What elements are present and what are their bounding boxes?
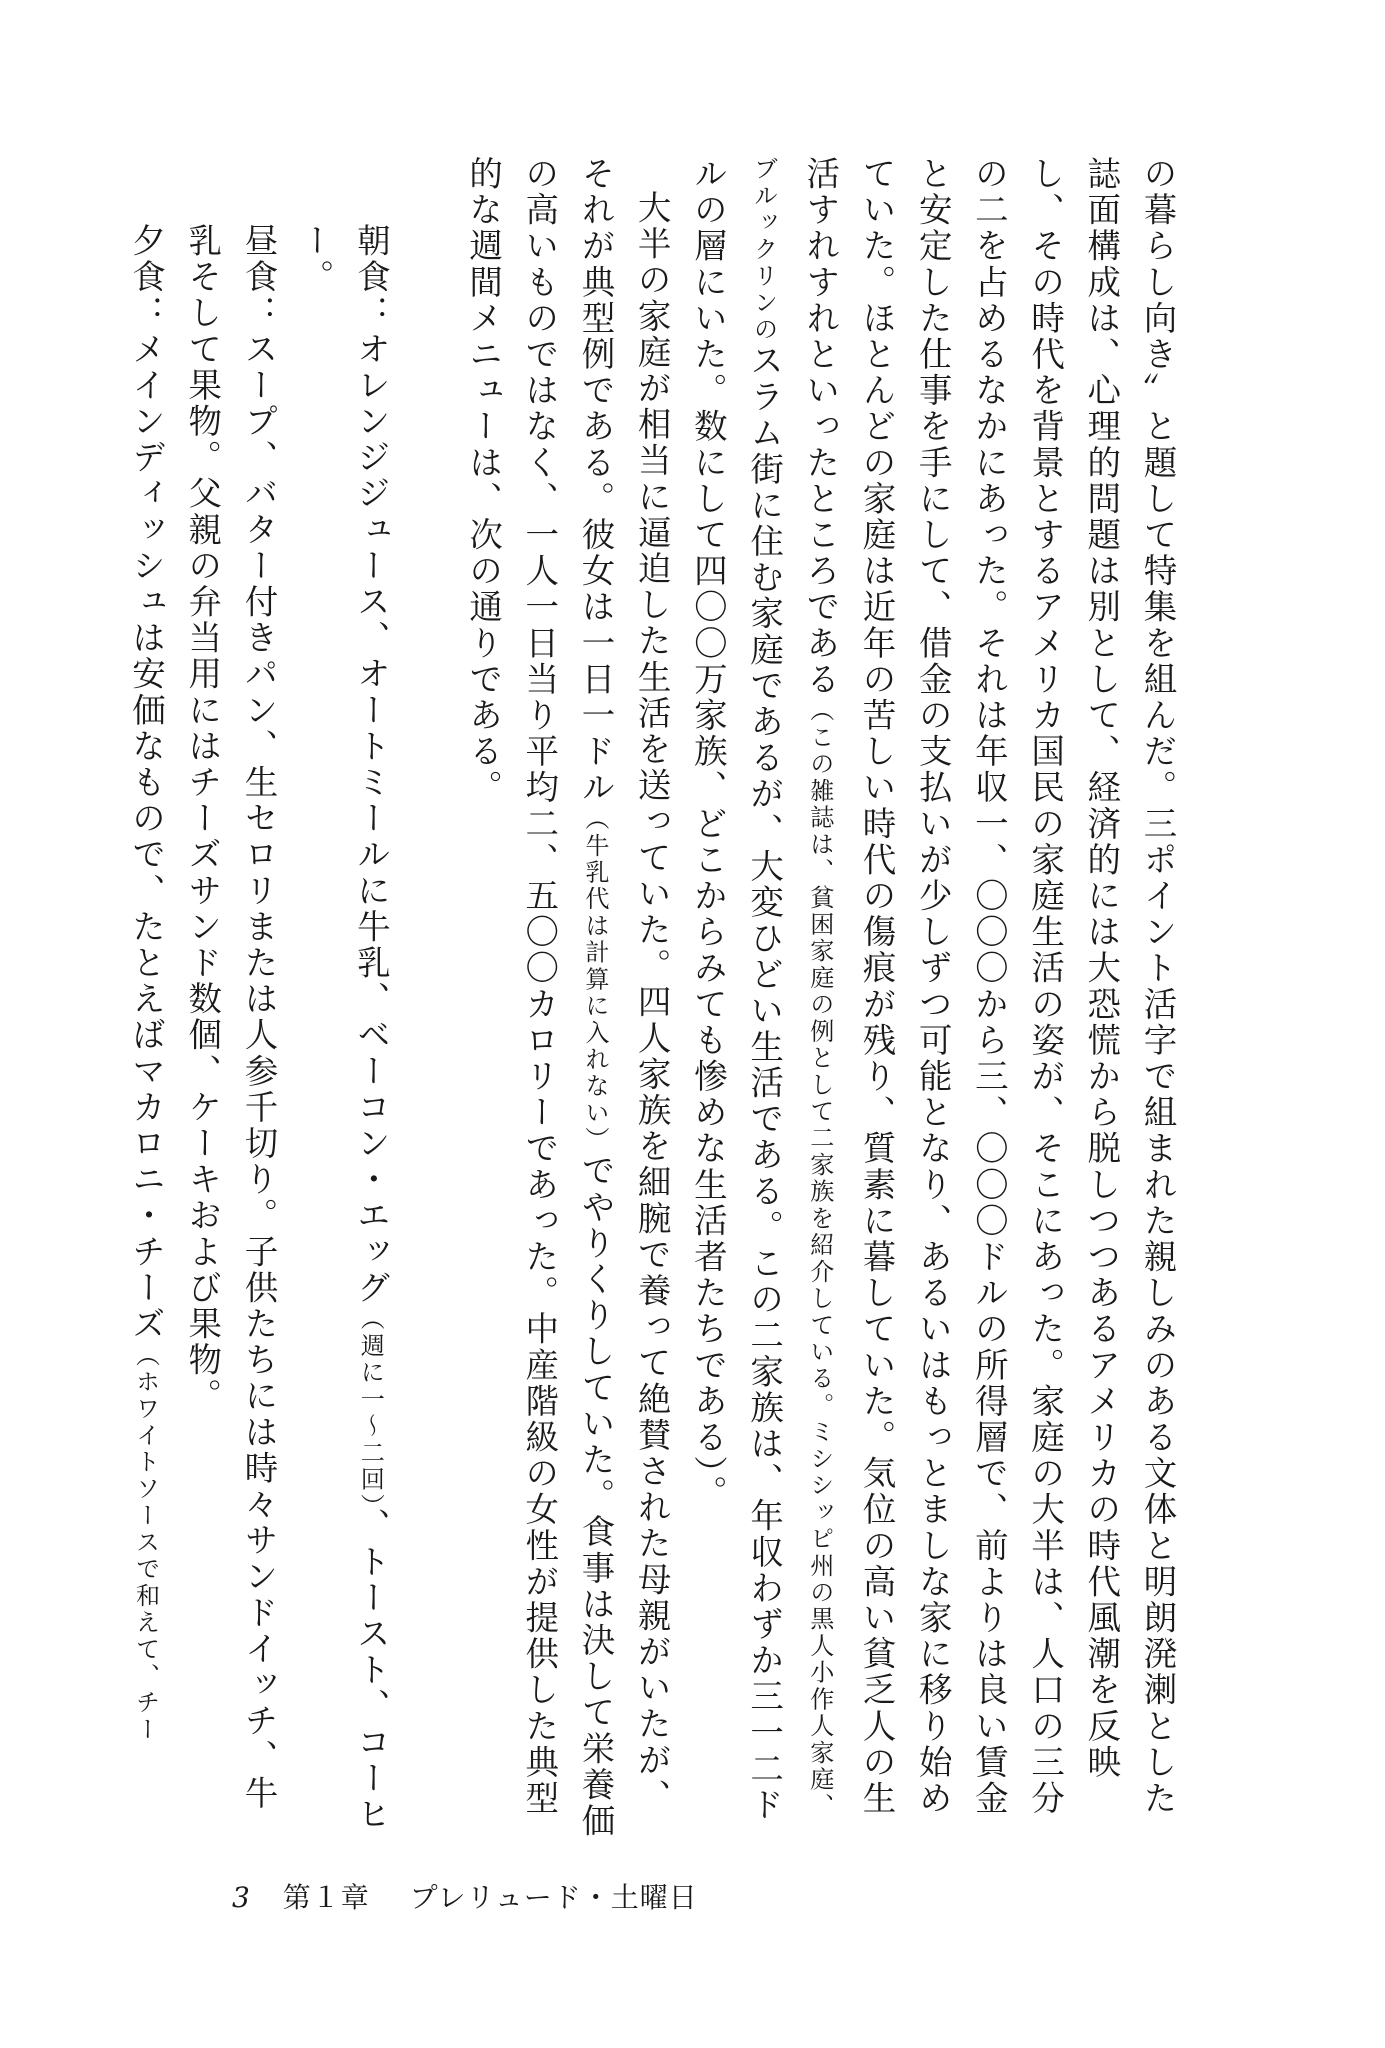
paragraph-2-head: 大半の家庭が相当に逼迫した生活を送っていた。四人家族を細腕で養って絶賛された母親がいたが、それが典型例である。彼女は一日一ドル (575, 156, 672, 1814)
menu-breakfast-tail: 、トースト、コーヒー。 (295, 223, 391, 1833)
paragraph-2-note: （牛乳代は計算に入れない） (580, 805, 609, 1154)
paragraph-1-tail: スラム街に住む家庭であるが、大変ひどい生活である。この二家族は、年収わずか三一二ドルの層にいた。数にして四〇〇万家族、どこからみても惨めな生活者たちである）。 (688, 156, 784, 1824)
chapter-title: プレリュード・土曜日 (409, 1881, 698, 1914)
menu-dinner-note: （ホワイトソースで和えて、チー (131, 1342, 160, 1743)
blank-line (398, 156, 454, 1846)
page-number: 3 (232, 1881, 251, 1914)
menu-breakfast-note: （週に一〜二回） (356, 1306, 385, 1508)
paragraph-2 (454, 156, 679, 1846)
paragraph-1 (679, 156, 1185, 1846)
paragraph-1-note: （この雑誌は、貧困家庭の例として二家族を紹介している。ミシシッピ州の黒人小作人家庭、ブルックリンの (749, 156, 834, 1820)
menu-lunch (174, 156, 286, 1846)
menu-breakfast (286, 156, 398, 1846)
chapter-label: 第１章 (282, 1881, 370, 1914)
menu-lunch-text: 昼食：スープ、バター付きパン、生セロリまたは人参千切り。子供たちには時々サンドイッチ、牛乳そして果物。父親の弁当用にはチーズサンド数個、ケーキおよび果物。 (182, 223, 278, 1812)
paragraph-2-tail: でやりくりしていた。食事は決して栄養価の高いものではなく、一人一日当り平均二、五〇〇カロリーであった。中産階級の女性が提供した典型的な週間メニューは、次の通りである。 (463, 156, 615, 1840)
vertical-body-text (126, 156, 1185, 1846)
menu-dinner (117, 156, 173, 1846)
menu-breakfast-head: 朝食：オレンジジュース、オートミールに牛乳、ベーコン・エッグ (351, 223, 391, 1306)
menu-dinner-head: 夕食：メインディッシュは安価なもので、たとえばマカロニ・チーズ (126, 223, 166, 1343)
running-footer (232, 1876, 698, 1916)
paragraph-1-main: の暮らし向き〟と題して特集を組んだ。三ポイント活字で組まれた親しみのある文体と明朗溌溂とした誌面構成は、心理的問題は別として、経済的には大恐慌から脱しつつあるアメリカの時代風潮を反映し、その時代を背景とするアメリカ国民の家庭生活の姿が、そこにあった。家庭の大半は、人口の三分の二を占めるなかにあった。それは年収一、〇〇〇から三、〇〇〇ドルの所得層で、前よりは良い賃金と安定した仕事を手にして、借金の支払いが少しずつ可能となり、あるいはもっとましな家に移り始めていた。ほとんどの家庭は近年の苦しい時代の傷痕が残り、質素に暮していた。気位の高い貧乏人の生活すれすれといったところである (800, 156, 1177, 1817)
